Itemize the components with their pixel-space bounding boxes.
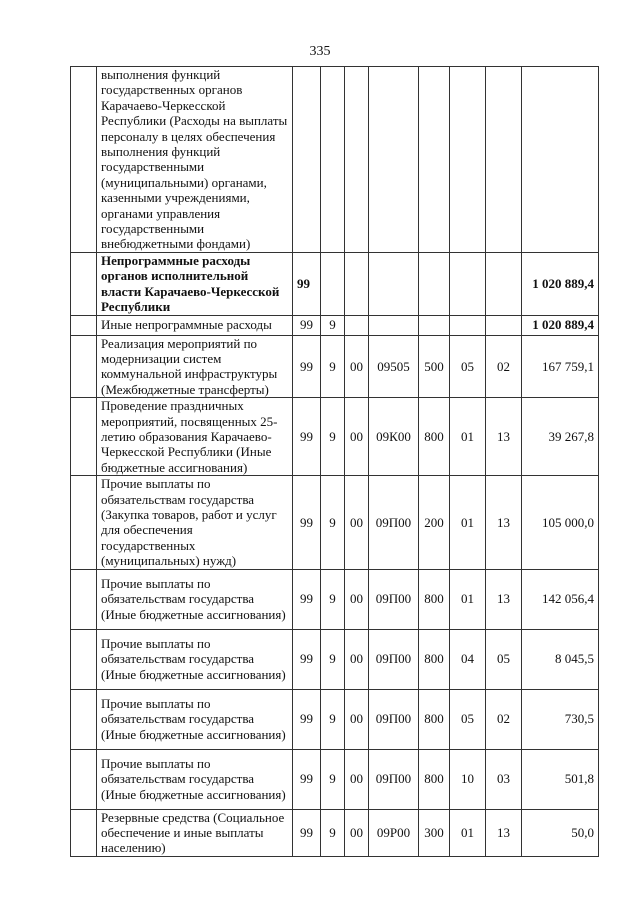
code-cell-a: 99 <box>293 252 321 315</box>
table-row <box>71 67 599 253</box>
row-number-cell <box>71 569 97 629</box>
code-cell-c: 00 <box>345 689 369 749</box>
row-name-cell: Иные непрограммные расходы <box>97 315 293 335</box>
code-cell-f: 05 <box>450 335 486 398</box>
table-row <box>71 476 599 569</box>
table-row <box>71 689 599 749</box>
amount-cell: 1 020 889,4 <box>522 252 599 315</box>
code-cell-f: 01 <box>450 569 486 629</box>
table-row <box>71 629 599 689</box>
code-cell-c: 00 <box>345 629 369 689</box>
code-cell-e <box>419 252 450 315</box>
code-cell-b <box>321 252 345 315</box>
amount-cell: 501,8 <box>522 749 599 809</box>
code-cell-a: 99 <box>293 476 321 569</box>
code-cell-e: 800 <box>419 629 450 689</box>
amount-cell: 730,5 <box>522 689 599 749</box>
code-cell-g: 03 <box>486 749 522 809</box>
row-number-cell <box>71 335 97 398</box>
code-cell-e: 500 <box>419 335 450 398</box>
code-cell-g <box>486 67 522 253</box>
code-cell-e: 800 <box>419 398 450 476</box>
code-cell-a: 99 <box>293 749 321 809</box>
code-cell-g: 05 <box>486 629 522 689</box>
table-body <box>71 67 599 857</box>
code-cell-a <box>293 67 321 253</box>
code-cell-f <box>450 252 486 315</box>
row-number-cell <box>71 689 97 749</box>
row-number-cell <box>71 749 97 809</box>
code-cell-a: 99 <box>293 335 321 398</box>
code-cell-d <box>369 252 419 315</box>
code-cell-f: 01 <box>450 809 486 856</box>
code-cell-e <box>419 67 450 253</box>
code-cell-c: 00 <box>345 335 369 398</box>
code-cell-c: 00 <box>345 476 369 569</box>
code-cell-c <box>345 252 369 315</box>
row-number-cell <box>71 315 97 335</box>
row-number-cell <box>71 476 97 569</box>
code-cell-g: 02 <box>486 335 522 398</box>
row-name-cell: Прочие выплаты по обязательствам государства (Иные бюджетные ассигнования) <box>97 689 293 749</box>
code-cell-g <box>486 315 522 335</box>
code-cell-b: 9 <box>321 569 345 629</box>
row-name-cell: Реализация мероприятий по модернизации систем коммунальной инфраструктуры (Межбюджетные трансферты) <box>97 335 293 398</box>
row-name-cell: Прочие выплаты по обязательствам государства (Закупка товаров, работ и услуг для обеспечения государственных (муниципальных) нужд) <box>97 476 293 569</box>
budget-table <box>70 66 599 857</box>
code-cell-a: 99 <box>293 689 321 749</box>
code-cell-b: 9 <box>321 629 345 689</box>
code-cell-g: 13 <box>486 569 522 629</box>
code-cell-b: 9 <box>321 398 345 476</box>
code-cell-g: 13 <box>486 476 522 569</box>
code-cell-f <box>450 315 486 335</box>
code-cell-c: 00 <box>345 749 369 809</box>
amount-cell: 1 020 889,4 <box>522 315 599 335</box>
table-row <box>71 569 599 629</box>
code-cell-c: 00 <box>345 398 369 476</box>
code-cell-e <box>419 315 450 335</box>
table-row <box>71 335 599 398</box>
code-cell-d <box>369 67 419 253</box>
amount-cell <box>522 67 599 253</box>
code-cell-d: 09П00 <box>369 749 419 809</box>
row-name-cell: Проведение праздничных мероприятий, посвященных 25-летию образования Карачаево-Черкесской Республики (Иные бюджетные ассигнования) <box>97 398 293 476</box>
code-cell-b: 9 <box>321 809 345 856</box>
code-cell-b: 9 <box>321 335 345 398</box>
code-cell-d: 09К00 <box>369 398 419 476</box>
table-row <box>71 398 599 476</box>
code-cell-g: 02 <box>486 689 522 749</box>
code-cell-a: 99 <box>293 569 321 629</box>
row-name-cell: Прочие выплаты по обязательствам государства (Иные бюджетные ассигнования) <box>97 749 293 809</box>
row-name-cell: выполнения функций государственных органов Карачаево-Черкесской Республики (Расходы на выплаты персоналу в целях обеспечения выполнения функций государственными (муниципальными) органами, казенными учреждениями, органами управления государственными внебюджетными фондами) <box>97 67 293 253</box>
row-name-cell: Прочие выплаты по обязательствам государства (Иные бюджетные ассигнования) <box>97 629 293 689</box>
row-number-cell <box>71 398 97 476</box>
code-cell-d: 09505 <box>369 335 419 398</box>
code-cell-f <box>450 67 486 253</box>
table-row <box>71 315 599 335</box>
row-number-cell <box>71 252 97 315</box>
row-name-cell: Прочие выплаты по обязательствам государства (Иные бюджетные ассигнования) <box>97 569 293 629</box>
code-cell-g: 13 <box>486 398 522 476</box>
code-cell-d: 09П00 <box>369 569 419 629</box>
row-name-cell: Непрограммные расходы органов исполнительной власти Карачаево-Черкесской Республики <box>97 252 293 315</box>
row-name-cell: Резервные средства (Социальное обеспечение и иные выплаты населению) <box>97 809 293 856</box>
code-cell-c: 00 <box>345 569 369 629</box>
code-cell-b <box>321 67 345 253</box>
code-cell-f: 01 <box>450 476 486 569</box>
code-cell-c: 00 <box>345 809 369 856</box>
code-cell-a: 99 <box>293 315 321 335</box>
code-cell-g <box>486 252 522 315</box>
amount-cell: 167 759,1 <box>522 335 599 398</box>
code-cell-e: 800 <box>419 689 450 749</box>
code-cell-a: 99 <box>293 629 321 689</box>
page-number: 335 <box>309 44 331 59</box>
code-cell-b: 9 <box>321 476 345 569</box>
amount-cell: 50,0 <box>522 809 599 856</box>
code-cell-a: 99 <box>293 809 321 856</box>
amount-cell: 8 045,5 <box>522 629 599 689</box>
code-cell-b: 9 <box>321 315 345 335</box>
code-cell-e: 800 <box>419 569 450 629</box>
table-row <box>71 809 599 856</box>
amount-cell: 39 267,8 <box>522 398 599 476</box>
code-cell-f: 04 <box>450 629 486 689</box>
table-row <box>71 749 599 809</box>
code-cell-f: 01 <box>450 398 486 476</box>
code-cell-d: 09Р00 <box>369 809 419 856</box>
amount-cell: 105 000,0 <box>522 476 599 569</box>
code-cell-b: 9 <box>321 749 345 809</box>
code-cell-d <box>369 315 419 335</box>
code-cell-c <box>345 67 369 253</box>
row-number-cell <box>71 809 97 856</box>
code-cell-f: 05 <box>450 689 486 749</box>
code-cell-e: 200 <box>419 476 450 569</box>
code-cell-c <box>345 315 369 335</box>
code-cell-e: 800 <box>419 749 450 809</box>
code-cell-e: 300 <box>419 809 450 856</box>
code-cell-f: 10 <box>450 749 486 809</box>
code-cell-a: 99 <box>293 398 321 476</box>
code-cell-d: 09П00 <box>369 476 419 569</box>
code-cell-b: 9 <box>321 689 345 749</box>
amount-cell: 142 056,4 <box>522 569 599 629</box>
code-cell-g: 13 <box>486 809 522 856</box>
row-number-cell <box>71 629 97 689</box>
table-row <box>71 252 599 315</box>
row-number-cell <box>71 67 97 253</box>
code-cell-d: 09П00 <box>369 689 419 749</box>
code-cell-d: 09П00 <box>369 629 419 689</box>
